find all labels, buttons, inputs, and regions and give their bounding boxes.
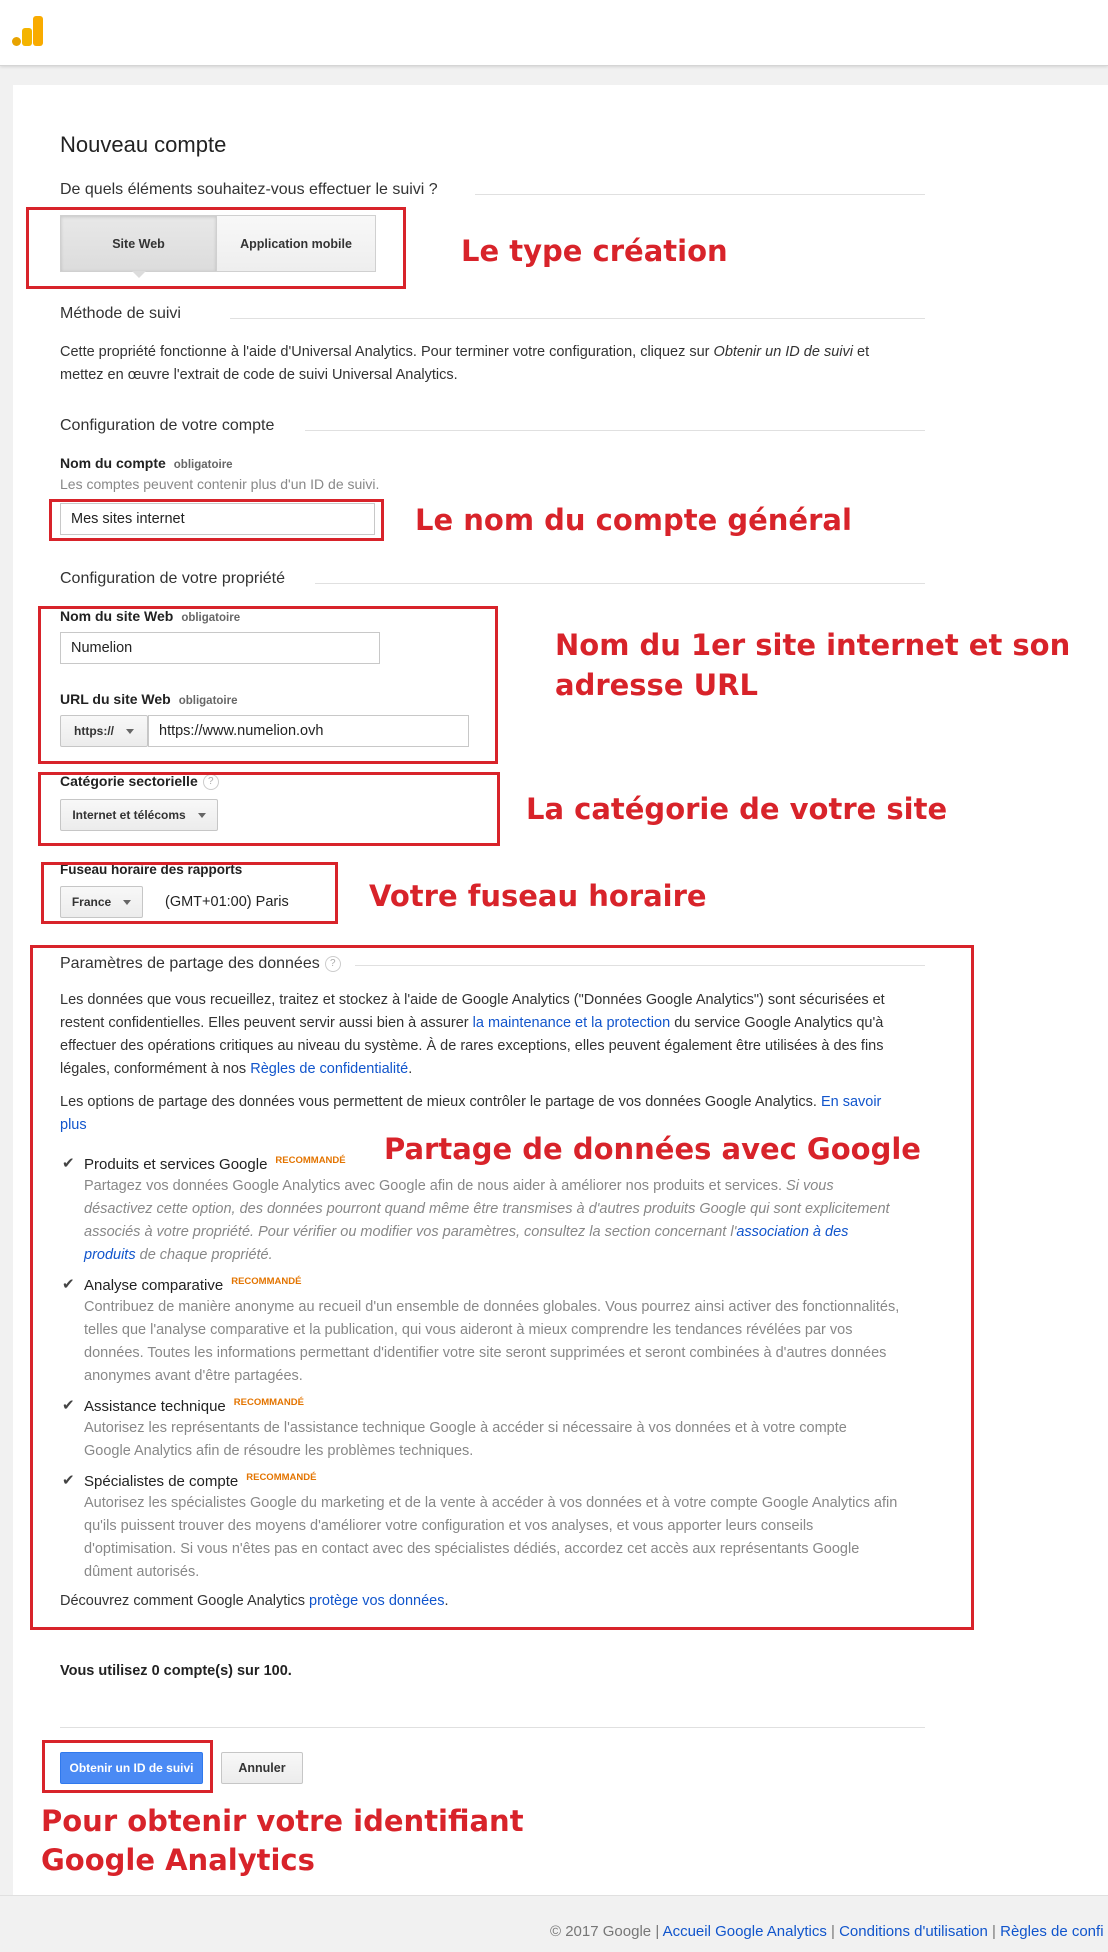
desc-line: Contribuez de manière anonyme au recueil d'un ensemble de données globales. Vous pourrez ainsi activer des fonctionnalités,	[84, 1299, 900, 1315]
sharing-p1-d: effectuer des opérations critiques au niveau du système. À de rares exceptions, elles peuvent également être utilisées à des fins	[60, 1038, 884, 1054]
category-label: Catégorie sectorielle	[60, 773, 198, 789]
annotation-type: Le type création	[461, 234, 728, 268]
sharing-p1-c: du service Google Analytics qu'à	[674, 1015, 884, 1031]
data-protection-link[interactable]: protège vos données	[309, 1593, 445, 1609]
annotation-site-2: adresse URL	[555, 668, 758, 702]
divider	[475, 194, 925, 195]
account-section-title: Configuration de votre compte	[60, 417, 284, 435]
method-title: Méthode de suivi	[60, 305, 191, 323]
method-text-italic: Obtenir un ID de suivi	[713, 344, 853, 360]
country-value: France	[71, 895, 112, 909]
learn-more-link[interactable]: En savoir	[820, 1094, 882, 1110]
divider	[305, 430, 925, 431]
recommended-badge: RECOMMANDÉ	[231, 1276, 302, 1287]
sharing-p1-b: restent confidentielles. Elles peuvent servir aussi bien à assurer	[60, 1015, 469, 1031]
required-tag: obligatoire	[181, 612, 241, 624]
desc-italic: Si vous	[786, 1178, 834, 1194]
learn-protection-text: Découvrez comment Google Analytics	[60, 1593, 305, 1609]
recommended-badge: RECOMMANDÉ	[275, 1155, 346, 1166]
protocol-value: https://	[74, 724, 114, 738]
option-title: Assistance technique	[84, 1398, 226, 1415]
option-title: Analyse comparative	[84, 1277, 224, 1294]
annotation-box-timezone	[41, 862, 338, 924]
annotation-id-1: Pour obtenir votre identifiant	[41, 1804, 524, 1838]
option-title: Produits et services Google	[84, 1156, 268, 1173]
desc-line: Autorisez les spécialistes Google du marketing et de la vente à accéder à vos données et à votre compte Google Analytics afin	[84, 1495, 898, 1511]
help-icon[interactable]: ?	[203, 774, 219, 790]
recommended-badge: RECOMMANDÉ	[246, 1472, 317, 1483]
annotation-box-sharing	[30, 945, 974, 1630]
cancel-button[interactable]: Annuler	[221, 1752, 303, 1784]
desc-line: désactivez cette option, des données pourront quand même être transmises à d'autres produits Google qui sont explicitement	[84, 1201, 890, 1217]
checkbox-account-specialists[interactable]: ✔	[62, 1472, 75, 1489]
timezone-value[interactable]: (GMT+01:00) Paris	[165, 894, 289, 910]
annotation-box-site	[38, 606, 498, 764]
copyright: © 2017 Google	[550, 1923, 652, 1940]
method-text-2: et	[857, 344, 870, 360]
google-analytics-logo-icon[interactable]	[12, 16, 44, 46]
desc-line: anonymes avant d'être partagées.	[84, 1368, 303, 1384]
annotation-box-category	[38, 772, 500, 846]
annotation-account-name: Le nom du compte général	[415, 503, 852, 537]
product-association-link-2[interactable]: produits	[84, 1247, 136, 1263]
sharing-p1-f: .	[408, 1061, 413, 1077]
option-title: Spécialistes de compte	[84, 1473, 239, 1490]
annotation-id-2: Google Analytics	[41, 1843, 315, 1877]
divider	[60, 1727, 925, 1728]
timezone-label: Fuseau horaire des rapports	[60, 862, 243, 877]
site-url-label: URL du site Web	[60, 691, 171, 707]
annotation-box-button	[42, 1740, 213, 1793]
annotation-box-type	[26, 207, 406, 289]
footer-links	[550, 1923, 1104, 1940]
sharing-p1-a: Les données que vous recueillez, traitez et stockez à l'aide de Google Analytics ("Données Google Analytics") sont sécurisées et	[60, 992, 885, 1008]
checkbox-google-products[interactable]: ✔	[62, 1155, 75, 1172]
product-association-link[interactable]: association à des	[736, 1224, 849, 1240]
site-name-label: Nom du site Web	[60, 608, 174, 624]
desc-line: données. Toutes les informations permettant d'identifier votre site seront supprimées et seront combinées à d'autres données	[84, 1345, 887, 1361]
annotation-category: La catégorie de votre site	[526, 792, 948, 826]
footer-separator: |	[655, 1923, 660, 1940]
privacy-rules-link[interactable]: Règles de confidentialité	[250, 1061, 409, 1077]
account-hint: Les comptes peuvent contenir plus d'un ID de suivi.	[60, 476, 380, 492]
desc-line: qu'ils puissent trouver des moyens d'améliorer votre configuration et vos analyses, et vous apporter leurs conseils	[84, 1518, 814, 1534]
annotation-timezone: Votre fuseau horaire	[369, 879, 707, 913]
learn-more-link-2[interactable]: plus	[60, 1117, 87, 1133]
segment-site-web[interactable]: Site Web	[60, 215, 217, 272]
site-url-input[interactable]: https://www.numelion.ovh	[148, 715, 469, 747]
desc-line: Autorisez les représentants de l'assistance technique Google à accéder si nécessaire à vos données et à votre compte	[84, 1420, 847, 1436]
account-name-label: Nom du compte	[60, 455, 166, 471]
learn-protection-end: .	[444, 1593, 449, 1609]
desc-line: de chaque propriété.	[139, 1247, 273, 1263]
sharing-title-text: Paramètres de partage des données	[60, 955, 320, 972]
site-name-input[interactable]: Numelion	[60, 632, 380, 664]
method-text-3: mettez en œuvre l'extrait de code de suivi Universal Analytics.	[60, 367, 458, 383]
top-bar	[0, 0, 1108, 66]
page-title: Nouveau compte	[60, 132, 227, 157]
method-text	[60, 341, 920, 387]
footer-separator: |	[992, 1923, 996, 1940]
account-name-label-row	[60, 455, 233, 473]
segment-application-mobile[interactable]: Application mobile	[216, 215, 376, 272]
desc-line: telles que l'analyse comparative et la publication, qui vous aideront à mieux comprendre les tendances révélées par vos	[84, 1322, 853, 1338]
category-value: Internet et télécoms	[72, 808, 186, 822]
desc-line: d'optimisation. Si vous n'êtes pas en contact avec des spécialistes dédiés, accordez cet accès aux représentants Google	[84, 1541, 860, 1557]
checkbox-technical-support[interactable]: ✔	[62, 1397, 75, 1414]
annotation-site-1: Nom du 1er site internet et son	[555, 628, 1071, 662]
annotation-box-account	[49, 499, 384, 541]
checkbox-benchmarking[interactable]: ✔	[62, 1276, 75, 1293]
divider	[315, 583, 925, 584]
divider	[230, 318, 925, 319]
get-tracking-id-button[interactable]: Obtenir un ID de suivi	[60, 1752, 203, 1784]
property-section-title: Configuration de votre propriété	[60, 570, 295, 588]
account-usage: Vous utilisez 0 compte(s) sur 100.	[60, 1663, 292, 1679]
annotation-sharing: Partage de données avec Google	[384, 1132, 921, 1166]
footer-terms-link[interactable]: Conditions d'utilisation	[839, 1923, 988, 1940]
desc-line: Google Analytics afin de résoudre les problèmes techniques.	[84, 1443, 474, 1459]
sharing-p1-e: légales, conformément à nos	[60, 1061, 247, 1077]
help-icon[interactable]: ?	[325, 956, 341, 972]
footer-separator: |	[831, 1923, 835, 1940]
desc-line: associés à votre propriété. Pour vérifier ou modifier vos paramètres, consultez la section concernant l'	[84, 1224, 737, 1240]
account-name-input[interactable]: Mes sites internet	[60, 503, 375, 535]
required-tag: obligatoire	[173, 459, 233, 471]
desc-line: dûment autorisés.	[84, 1564, 200, 1580]
sharing-p2-a: Les options de partage des données vous permettent de mieux contrôler le partage de vos données Google Analytics.	[60, 1094, 817, 1110]
recommended-badge: RECOMMANDÉ	[233, 1397, 304, 1408]
footer-home-link[interactable]: Accueil Google Analytics	[662, 1923, 827, 1940]
tracking-question: De quels éléments souhaitez-vous effectuer le suivi ?	[60, 181, 448, 199]
maintenance-link[interactable]: la maintenance et la protection	[472, 1015, 671, 1031]
footer-privacy-link[interactable]: Règles de confi	[1000, 1923, 1104, 1940]
desc-line: Partagez vos données Google Analytics avec Google afin de nous aider à améliorer nos produits et services.	[84, 1178, 783, 1194]
required-tag: obligatoire	[178, 695, 238, 707]
method-text-1: Cette propriété fonctionne à l'aide d'Universal Analytics. Pour terminer votre configuration, cliquez sur	[60, 344, 710, 360]
